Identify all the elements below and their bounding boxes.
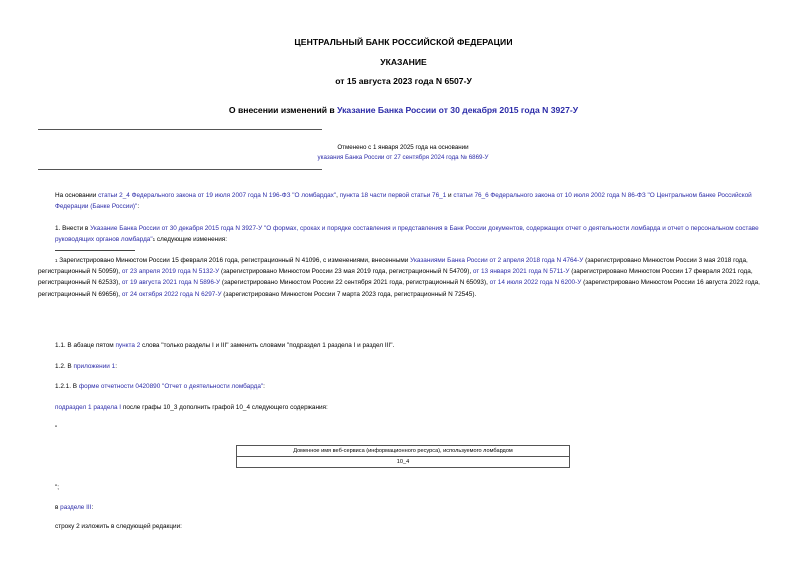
section-3-paragraph: в разделе III: <box>55 504 94 511</box>
repeal-note-line1: Отменено с 1 января 2025 года на основании <box>337 144 469 151</box>
preamble-link-law-196[interactable]: статьи 2_4 Федерального закона от 19 июля 2007 года N 196-ФЗ "О ломбардах" <box>98 192 337 199</box>
open-quote: " <box>55 425 58 432</box>
subsection-link[interactable]: подраздел 1 раздела I <box>55 404 122 411</box>
item-1-2-1-paragraph: 1.2.1. В форме отчетности 0420890 "Отчет о деятельности ломбарда": <box>55 383 265 390</box>
item-1-1-link[interactable]: пункта 2 <box>115 342 141 349</box>
footnote-link-6200[interactable]: от 14 июля 2022 года N 6200-У <box>489 279 582 287</box>
preamble-link-76-1[interactable]: пункта 18 части первой статьи 76_1 <box>339 192 447 199</box>
issuer-title: ЦЕНТРАЛЬНЫЙ БАНК РОССИЙСКОЙ ФЕДЕРАЦИИ <box>294 37 513 47</box>
row-2-paragraph: строку 2 изложить в следующей редакции: <box>55 523 182 530</box>
subject-link[interactable]: Указание Банка России от 30 декабря 2015 года N 3927-У <box>337 105 579 115</box>
footnote-link-6297[interactable]: от 24 октября 2022 года N 6297-У <box>121 290 222 298</box>
column-table <box>236 445 570 468</box>
section-3-link[interactable]: разделе III <box>60 504 92 511</box>
item-1-paragraph: 1. Внести в Указание Банка России от 30 декабря 2015 года N 3927-У "О формах, сроках и порядке составления и представления в Банк России документов, содержащих отчет о деятельности ломбарда и отчет о персональном составе руководящих органов ломбарда"$^1$ следующие изменения: <box>55 225 759 244</box>
footnote-ref[interactable]: 1 <box>152 237 156 243</box>
footnote-link-5132[interactable]: от 23 апреля 2019 года N 5132-У <box>121 268 220 276</box>
repeal-top-rule <box>38 129 322 130</box>
preamble-paragraph: На основании статьи 2_4 Федерального закона от 19 июля 2007 года N 196-ФЗ "О ломбардах", пункта 18 части первой статьи 76_1 и статьи 76_6 Федерального закона от 10 июля 2002 года N 86-ФЗ "О Центральном банке Российской Федерации (Банке России)": <box>55 192 752 211</box>
repeal-bottom-rule <box>38 169 322 170</box>
subject-prefix: О внесении изменений в <box>228 105 338 115</box>
subsection-paragraph: подраздел 1 раздела I после графы 10_3 дополнить графой 10_4 следующего содержания: <box>55 404 328 411</box>
document-type: УКАЗАНИЕ <box>380 57 427 67</box>
document-date-number: от 15 августа 2023 года N 6507-У <box>335 76 472 86</box>
repeal-link[interactable]: указания Банка России от 27 сентября 2024 года № 6869-У <box>317 154 489 161</box>
repeal-note-link[interactable] <box>290 154 516 161</box>
item-1-2-1-link[interactable]: форме отчетности 0420890 "Отчет о деятельности ломбарда" <box>78 383 264 390</box>
item-1-2-link[interactable]: приложении 1 <box>73 363 116 370</box>
footnote-link-5896[interactable]: от 19 августа 2021 года N 5896-У <box>121 279 221 287</box>
document-subject <box>0 105 807 115</box>
footnote-paragraph: $^1$ Зарегистрировано Минюстом России 15 февраля 2016 года, регистрационный N 41096, с изменениями, внесенными Указаниями Банка России от 2 апреля 2018 года N 4764-У (зарегистрировано Минюстом России 3 мая 2018 года, регистрационный N 50959), от 23 апреля 2019 года N 5132-У (зарегистрировано Минюстом России 23 мая 2019 года, регистрационный N 54709), от 13 января 2021 года N 5711-У (зарегистрировано Минюстом России 17 февраля 2021 года, регистрационный N 62533), от 19 августа 2021 года N 5896-У (зарегистрировано Минюстом России 22 сентября 2021 года, регистрационный N 65093), от 14 июля 2022 года N 6200-У (зарегистрировано Минюстом России 16 августа 2022 года, регистрационный N 69656), от 24 октября 2022 года N 6297-У (зарегистрировано Минюстом России 7 марта 2023 года, регистрационный N 72545). <box>38 257 760 298</box>
column-header-cell: Доменное имя веб-сервиса (информационного ресурса), используемого ломбардом <box>237 446 570 457</box>
item-1-2-paragraph: 1.2. В приложении 1: <box>55 363 117 370</box>
footnote-link-5711[interactable]: от 13 января 2021 года N 5711-У <box>472 268 570 276</box>
item-1-link[interactable]: Указание Банка России от 30 декабря 2015 года N 3927-У "О формах, сроках и порядке составления и представления в Банк России документов, содержащих отчет о деятельности ломбарда и отчет о персональном составе руководящих органов ломбарда" <box>55 225 759 244</box>
close-quote: "; <box>55 484 60 491</box>
preamble-link-76-6[interactable]: статьи 76_6 Федерального закона от 10 июля 2002 года N 86-ФЗ "О Центральном банке Российской Федерации (Банке России)" <box>55 192 752 211</box>
footnote-rule <box>55 250 135 251</box>
column-number-cell: 10_4 <box>237 457 570 468</box>
footnote-link-4764[interactable]: Указаниями Банка России от 2 апреля 2018 года N 4764-У <box>410 257 584 264</box>
item-1-1-paragraph: 1.1. В абзаце пятом пункта 2 слова "только разделы I и III" заменить словами "подраздел 1 раздела I и раздел III". <box>55 342 395 349</box>
